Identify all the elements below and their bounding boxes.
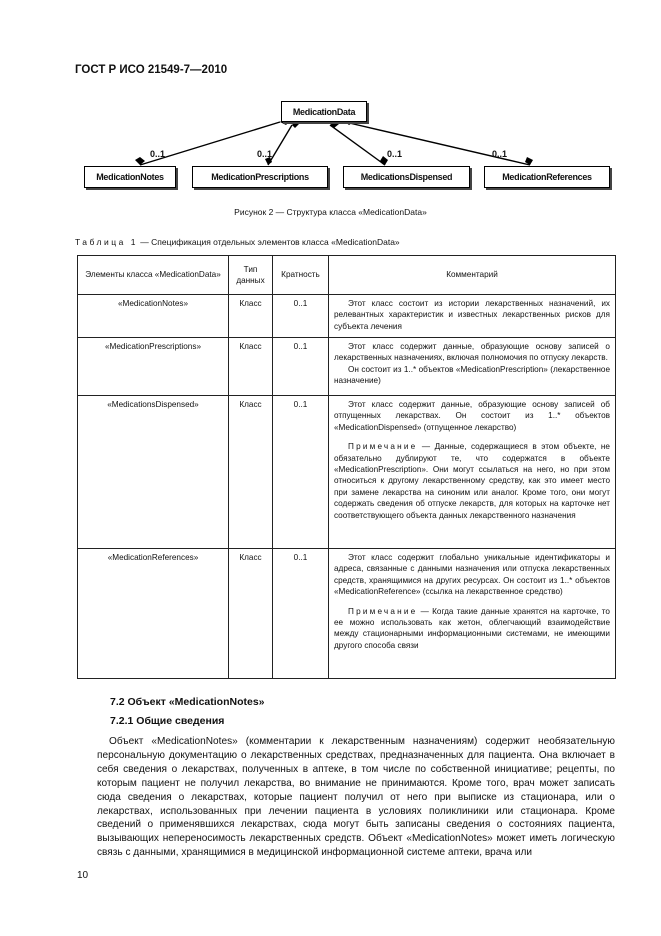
multiplicity-label: 0..1 — [150, 149, 166, 159]
table-row — [78, 295, 616, 338]
class-box-medication-notes: MedicationNotes — [84, 166, 176, 188]
element-cell: «MedicationNotes» — [78, 295, 229, 338]
column-header: Кратность — [273, 256, 329, 295]
body-paragraph: Объект «MedicationNotes» (комментарии к лекарственным назначениям) содержит необязательную персональную документацию о лекарственных средствах, предназначенных для пациента. Она включает в себя сведения о лекарствах, полученных в аптеке, в том числе по собственной инициативе; рецепты, по которым пациент не получил лекарства, во внимание не принимаются. Кроме того, врач может записать сюда сведения о лекарствах, которые пациент получил от него при выписке из стационара, или о лекарствах, использованных при лечении пациента в условиях поликлиники или стационара. Кроме сведений о применявшихся лекарствах, сюда могут быть записаны сведения о состояниях пациента, вызывающих непереносимость лекарственных средств. Объект «MedicationNotes» может иметь логическую связь с данными, хранящимися в медицинской информационной системе аптеки, врача или — [97, 736, 615, 859]
document-header: ГОСТ Р ИСО 21549-7—2010 — [75, 64, 228, 76]
note-text — [334, 441, 610, 521]
element-cell: «MedicationPrescriptions» — [78, 338, 229, 396]
type-cell: Класс — [229, 295, 273, 338]
note-text — [334, 606, 610, 652]
element-cell: «MedicationReferences» — [78, 549, 229, 679]
connector-prescriptions — [268, 125, 292, 165]
page-number: 10 — [77, 870, 89, 881]
comment-text: Он состоит из 1..* объектов «MedicationPrescription» (лекарственное назначение) — [334, 364, 610, 386]
specification-table — [77, 255, 616, 679]
column-header: Элементы класса «MedicationData» — [78, 256, 229, 295]
table-row — [78, 338, 616, 396]
comment-cell — [329, 396, 616, 549]
section-heading: 7.2 Объект «MedicationNotes» — [110, 696, 265, 708]
column-header: Тип данных — [229, 256, 273, 295]
note-body: — Когда такие данные хранятся на карточке, то ее можно использовать как жетон, облегчающий взаимодействие между стационарными информационными системами, не имеющими другого способа связи — [334, 606, 610, 650]
table-row — [78, 549, 616, 679]
multiplicity-label: 0..1 — [387, 149, 403, 159]
comment-text: Этот класс состоит из истории лекарственных назначений, их релевантных характеристик и известных лекарственных рисков для субъекта лечения — [334, 299, 610, 331]
type-cell: Класс — [229, 396, 273, 549]
comment-cell — [329, 295, 616, 338]
table-row — [78, 396, 616, 549]
class-box-medications-dispensed: MedicationsDispensed — [343, 166, 470, 188]
note-body: — Данные, содержащиеся в этом объекте, не обязательно дублируют те, что содержатся в объекте «MedicationPrescription». Они могут ссылаться на него, но при этом относиться к другому лекарственному средству, как это имеет место при замене лекарства на синоним или аналог. Кроме того, они могут содержать сведения об отпуске лекарств, для которых на карточке нет соответствующего объекта данных лекарственного назначения — [334, 442, 610, 520]
multiplicity-cell: 0..1 — [273, 338, 329, 396]
comment-text: Этот класс содержит глобально уникальные идентификаторы и адреса, связанные с данными назначения или отпуска лекарственных средств, хранящимися на других ресурсах. Он состоит из 1..* объектов «MedicationReference» (ссылка на лекарственное средство) — [334, 553, 610, 597]
class-box-medication-references: MedicationReferences — [484, 166, 610, 188]
comment-cell — [329, 549, 616, 679]
class-box-root: MedicationData — [281, 101, 367, 122]
multiplicity-label: 0..1 — [257, 149, 273, 159]
figure-caption: Рисунок 2 — Структура класса «MedicationData» — [234, 207, 427, 217]
multiplicity-cell: 0..1 — [273, 549, 329, 679]
note-label: Примечание — [348, 606, 418, 616]
subsection-heading: 7.2.1 Общие сведения — [110, 715, 225, 727]
type-cell: Класс — [229, 338, 273, 396]
composition-diamond — [330, 121, 339, 128]
multiplicity-label: 0..1 — [492, 149, 508, 159]
class-box-medication-prescriptions: MedicationPrescriptions — [192, 166, 328, 188]
note-label: Примечание — [348, 442, 418, 452]
column-header: Комментарий — [329, 256, 616, 295]
element-cell: «MedicationsDispensed» — [78, 396, 229, 549]
table-caption-label: Таблица 1 — [75, 237, 138, 247]
multiplicity-cell: 0..1 — [273, 396, 329, 549]
type-cell: Класс — [229, 549, 273, 679]
multiplicity-cell: 0..1 — [273, 295, 329, 338]
comment-text: Этот класс содержит данные, образующие основу записей об отпущенных лекарствах. Он состоит из 1..* объектов «MedicationDispensed» (отпущенное лекарство) — [334, 400, 610, 432]
table-caption-text: — Спецификация отдельных элементов класса «MedicationData» — [137, 237, 400, 247]
comment-cell — [329, 338, 616, 396]
table-caption — [75, 237, 400, 247]
table-header-row — [78, 256, 616, 295]
comment-text: Этот класс содержит данные, образующие основу записей о лекарственных назначениях, включая полномочия по отпуску лекарств. — [334, 342, 610, 363]
body-text — [97, 735, 615, 860]
connector-dispensed — [330, 125, 385, 165]
